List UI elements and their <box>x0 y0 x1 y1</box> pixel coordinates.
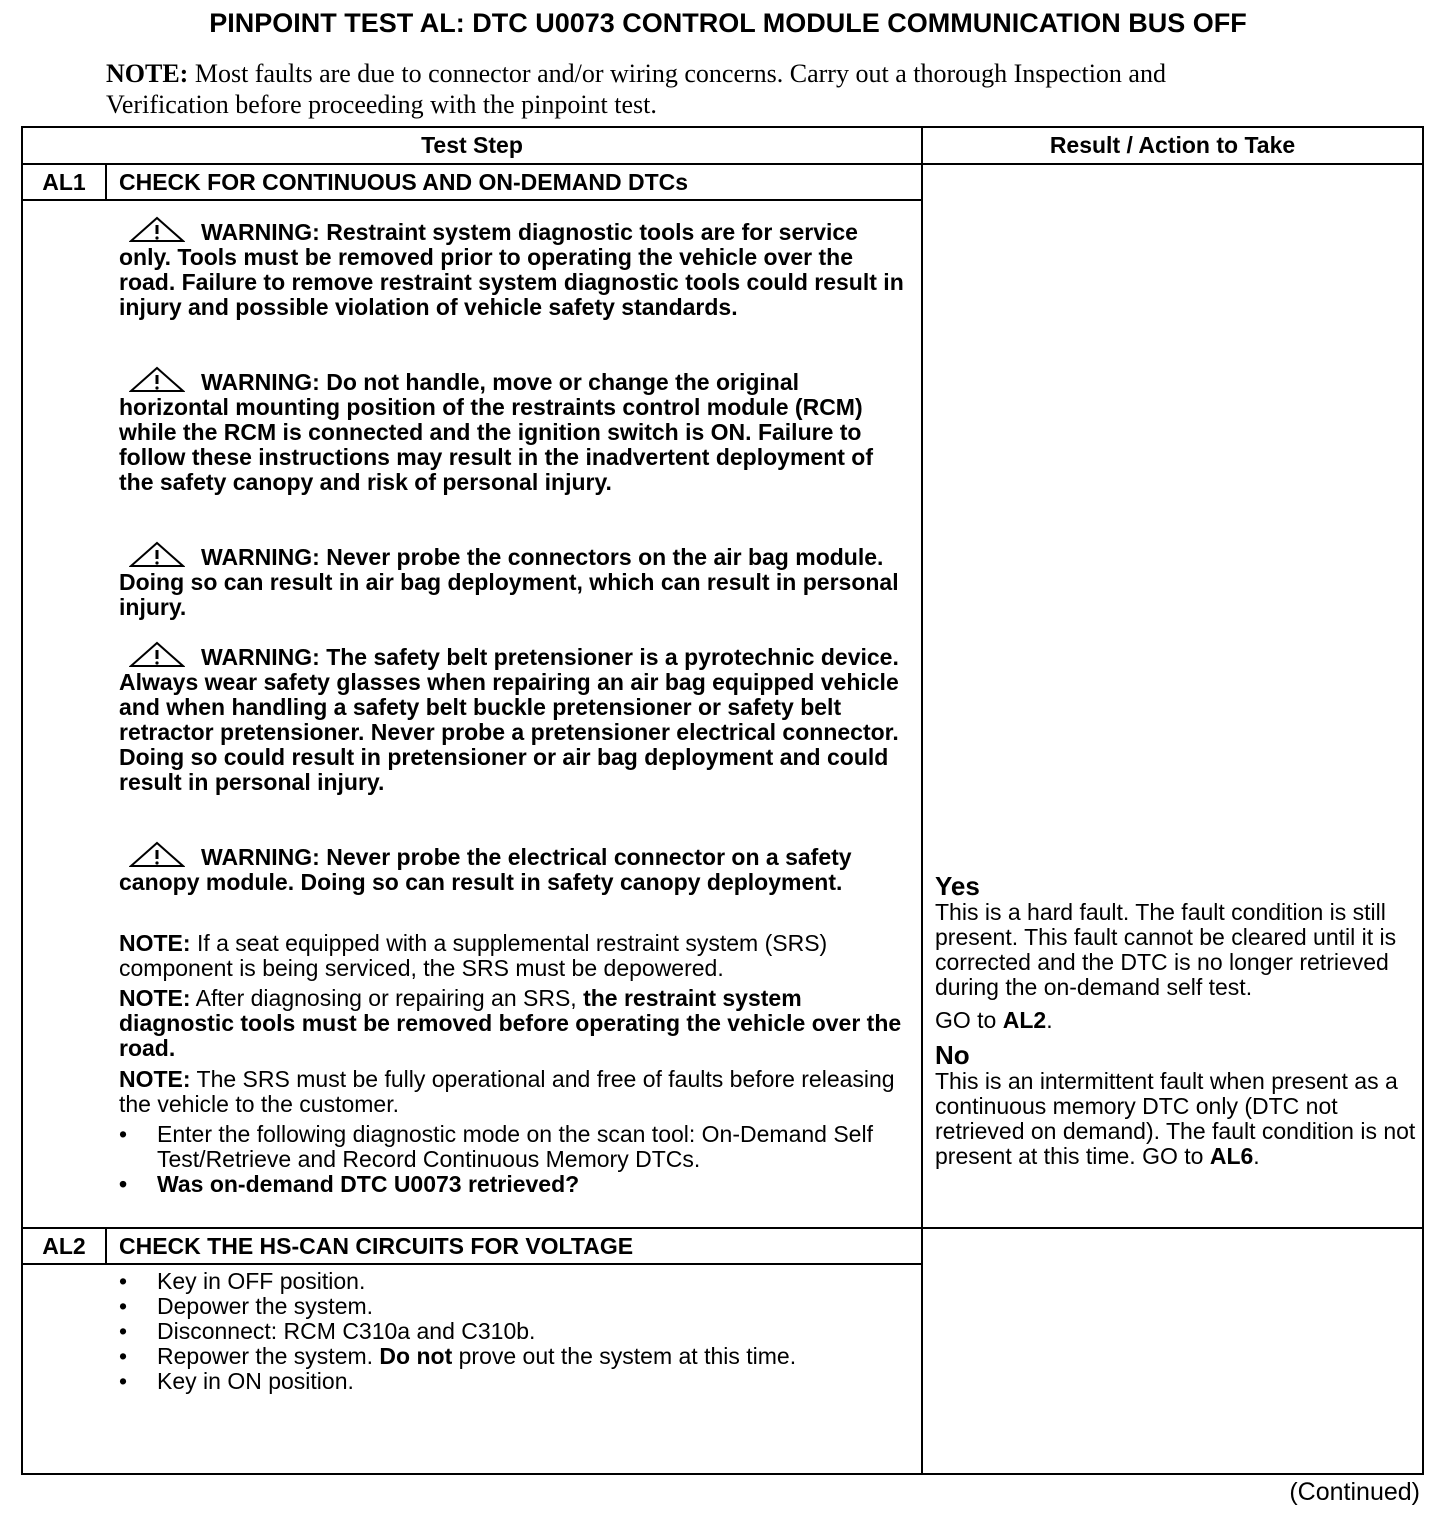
warning-2 <box>119 366 909 495</box>
warning-icon <box>129 216 185 242</box>
note-tools-bold: the restraint system diagnostic tools must be removed before operating the vehicle over the road. <box>119 985 902 1061</box>
go-to-al2: AL2 <box>1002 1007 1047 1033</box>
row-divider <box>23 1227 1422 1229</box>
header-result: Result / Action to Take <box>1049 132 1296 158</box>
warning-icon <box>129 366 185 392</box>
step-heading-al1: CHECK FOR CONTINUOUS AND ON-DEMAND DTCs <box>119 169 689 195</box>
list-item-text: Repower the system. <box>157 1343 380 1369</box>
note-srs-label: NOTE: <box>119 1066 191 1092</box>
list-item: • Enter the following diagnostic mode on the scan tool: On-Demand Self Test/Retrieve and Record Continuous Memory DTCs. <box>119 1122 909 1172</box>
warning-5-text: WARNING: Never probe the electrical connector on a safety canopy module. Doing so can result in safety canopy deployment. <box>119 844 852 895</box>
warning-5 <box>119 841 909 895</box>
list-item: • Key in OFF position. <box>119 1269 909 1294</box>
go-to-end: . <box>1253 1143 1260 1169</box>
result-no-label: No <box>935 1040 970 1070</box>
note-depower-text: If a seat equipped with a supplemental restraint system (SRS) component is being serviced, the SRS must be depowered. <box>119 930 828 981</box>
note-depower-label: NOTE: <box>119 930 191 956</box>
result-no-text <box>935 1069 1420 1169</box>
note-srs-operational <box>119 1067 909 1117</box>
header-test-step: Test Step <box>421 132 523 158</box>
warning-icon <box>129 841 185 867</box>
step-id-al1: AL1 <box>42 169 86 195</box>
note-tools-text: After diagnosing or repairing an SRS, <box>190 985 584 1011</box>
warning-icon <box>129 541 185 567</box>
result-yes-text: This is a hard fault. The fault condition is still present. This fault cannot be cleared until it is corrected and the DTC is no longer retrieved during the on-demand self test. <box>935 899 1397 1000</box>
al2-heading-divider <box>23 1263 921 1265</box>
al2-bullets <box>119 1269 909 1394</box>
list-item-bold: Do not <box>379 1343 453 1369</box>
column-divider <box>921 128 923 1473</box>
al1-result <box>935 872 1420 1169</box>
page-title: PINPOINT TEST AL: DTC U0073 CONTROL MODULE COMMUNICATION BUS OFF <box>209 8 1247 38</box>
al1-id-divider <box>105 165 107 201</box>
step-id-al2: AL2 <box>42 1233 86 1259</box>
list-item: • Was on-demand DTC U0073 retrieved? <box>119 1172 909 1197</box>
note-tools-removed <box>119 986 909 1061</box>
warning-icon <box>129 641 185 667</box>
intro-note <box>106 58 1246 120</box>
warning-3 <box>119 541 909 620</box>
result-no-body: This is an intermittent fault when present as a continuous memory DTC only (DTC not retrieved on demand). The fault condition is not present at this time. GO to <box>935 1068 1416 1169</box>
continued-label: (Continued) <box>1289 1478 1420 1506</box>
warning-2-text: WARNING: Do not handle, move or change the original horizontal mounting position of the restraints control module (RCM) while the RCM is connected and the ignition switch is ON. Failure to follow these instructions may result in the inadvertent deployment of the safety canopy and risk of personal injury. <box>119 369 874 495</box>
pinpoint-table <box>21 126 1424 1475</box>
result-yes-label: Yes <box>935 871 980 901</box>
list-item <box>119 1344 909 1369</box>
list-item: • Depower the system. <box>119 1294 909 1319</box>
warning-3-text: WARNING: Never probe the connectors on the air bag module. Doing so can result in air bag deployment, which can result in personal injury. <box>119 544 899 620</box>
note-srs-text: The SRS must be fully operational and free of faults before releasing the vehicle to the customer. <box>119 1066 895 1117</box>
warning-4 <box>119 641 909 795</box>
list-item: • Key in ON position. <box>119 1369 909 1394</box>
list-item: • Disconnect: RCM C310a and C310b. <box>119 1319 909 1344</box>
al2-id-divider <box>105 1229 107 1265</box>
al1-bullets <box>119 1122 909 1197</box>
intro-note-text: Most faults are due to connector and/or wiring concerns. Carry out a thorough Inspection and Verification before proceeding with the pinpoint test. <box>106 59 1166 119</box>
go-to-text: GO to <box>935 1007 1003 1033</box>
step-heading-al2: CHECK THE HS-CAN CIRCUITS FOR VOLTAGE <box>119 1233 634 1259</box>
intro-note-label: NOTE: <box>106 59 189 88</box>
note-tools-label: NOTE: <box>119 985 191 1011</box>
go-to-al6: AL6 <box>1209 1143 1254 1169</box>
warning-1-text: WARNING: Restraint system diagnostic tools are for service only. Tools must be removed prior to operating the vehicle over the road. Failure to remove restraint system diagnostic tools could result in injury and possible violation of vehicle safety standards. <box>119 219 904 320</box>
warning-4-text: WARNING: The safety belt pretensioner is a pyrotechnic device. Always wear safety glasses when repairing an air bag equipped vehicle and when handling a safety belt buckle pretensioner or safety belt retractor pretensioner. Never probe a pretensioner electrical connector. Doing so could result in pretensioner or air bag deployment and could result in personal injury. <box>119 644 899 795</box>
note-depower <box>119 931 909 981</box>
result-yes-go <box>935 1008 1420 1033</box>
al1-heading-divider <box>23 199 921 201</box>
warning-1 <box>119 216 909 320</box>
header-divider <box>23 163 1422 165</box>
go-to-end: . <box>1046 1007 1053 1033</box>
list-item-text: prove out the system at this time. <box>452 1343 797 1369</box>
